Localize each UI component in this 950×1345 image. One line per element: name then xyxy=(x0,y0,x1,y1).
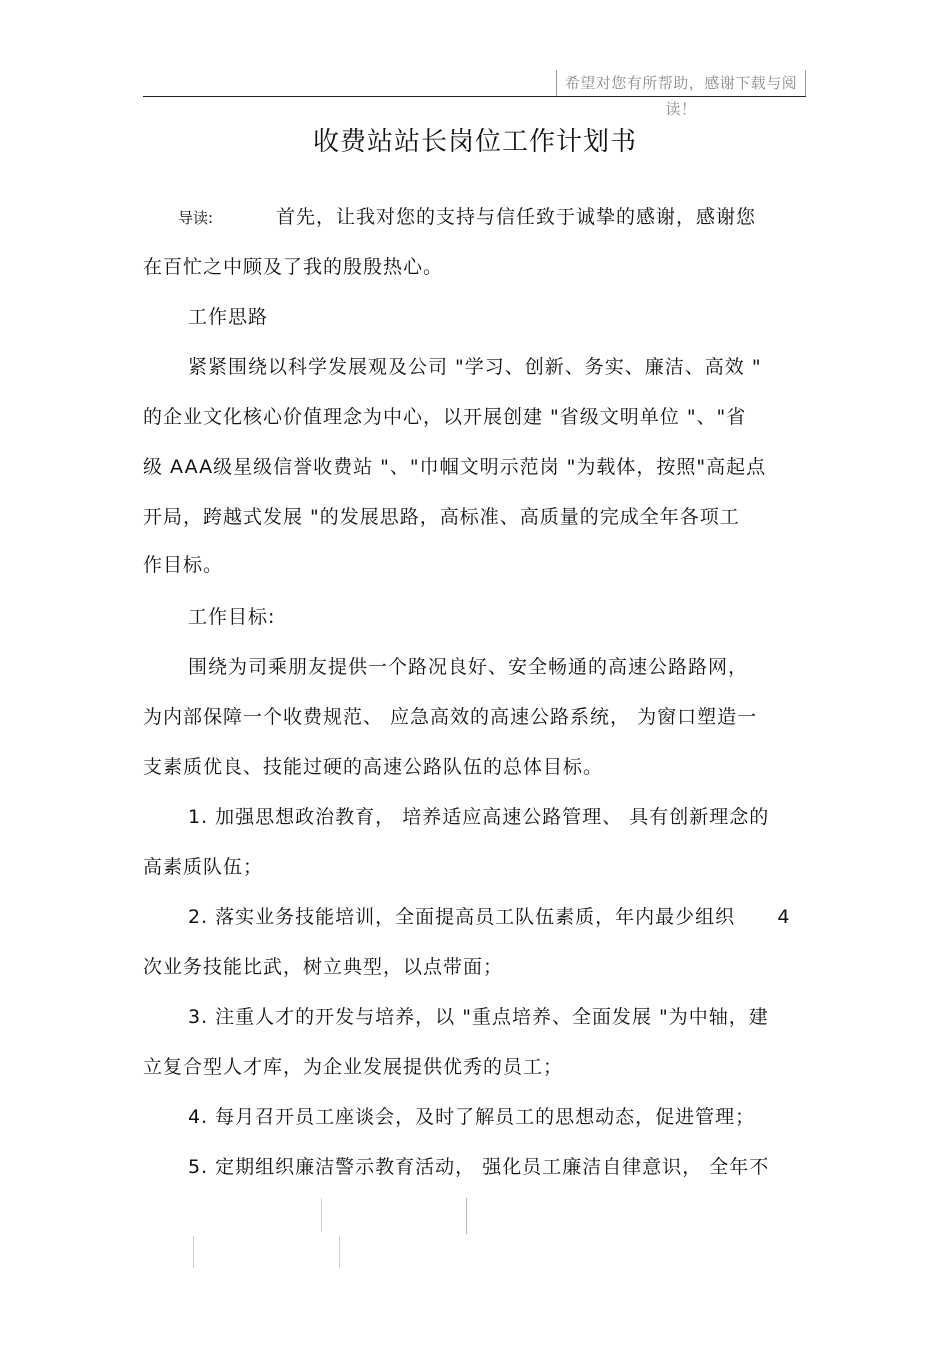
scan-artifact-line xyxy=(339,1236,340,1268)
paragraph-line: 为内部保障一个收费规范、 应急高效的高速公路系统， 为窗口塑造一 xyxy=(143,706,758,728)
list-item: 3. 注重人才的开发与培养，以 "重点培养、全面发展 "为中轴，建 xyxy=(188,1006,769,1028)
paragraph-line: 在百忙之中顾及了我的殷殷热心。 xyxy=(143,256,444,278)
list-item: 5. 定期组织廉洁警示教育活动， 强化员工廉洁自律意识， 全年不 xyxy=(188,1156,770,1178)
scan-artifact-line xyxy=(193,1236,194,1268)
paragraph-line: 的企业文化核心价值理念为中心，以开展创建 "省级文明单位 "、"省 xyxy=(143,406,747,428)
lead-label: 导读: xyxy=(178,209,214,227)
paragraph-line: 紧紧围绕以科学发展观及公司 "学习、创新、务实、廉洁、高效 " xyxy=(188,356,762,378)
section-heading-goals: 工作目标: xyxy=(188,606,276,628)
scan-artifact-line xyxy=(466,1198,467,1234)
paragraph-line: 级 AAA级星级信誉收费站 "、"巾帼文明示范岗 "为载体，按照"高起点 xyxy=(143,456,767,478)
section-heading-approach: 工作思路 xyxy=(188,306,269,328)
list-item: 2. 落实业务技能培训，全面提高员工队伍素质，年内最少组织 4 xyxy=(188,906,791,928)
paragraph-line: 作目标。 xyxy=(143,554,224,576)
paragraph-line: 围绕为司乘朋友提供一个路况良好、安全畅通的高速公路路网， xyxy=(188,656,749,678)
list-item: 1. 加强思想政治教育， 培养适应高速公路管理、 具有创新理念的 xyxy=(188,806,770,828)
paragraph-line: 首先，让我对您的支持与信任致于诚挚的感谢，感谢您 xyxy=(276,206,757,228)
header-divider xyxy=(143,96,806,97)
document-title: 收费站站长岗位工作计划书 xyxy=(312,127,637,157)
paragraph-line: 开局，跨越式发展 "的发展思路，高标准、高质量的完成全年各项工 xyxy=(143,506,740,528)
scan-artifact-line xyxy=(321,1198,322,1232)
paragraph-line: 次业务技能比武，树立典型，以点带面； xyxy=(143,956,504,978)
list-item: 4. 每月召开员工座谈会，及时了解员工的思想动态，促进管理； xyxy=(188,1106,756,1128)
paragraph-line: 高素质队伍； xyxy=(143,856,264,878)
paragraph-line: 立复合型人才库，为企业发展提供优秀的员工； xyxy=(143,1056,564,1078)
paragraph-line: 支素质优良、技能过硬的高速公路队伍的总体目标。 xyxy=(143,756,604,778)
header-note: 希望对您有所帮助，感谢下载与阅读！ xyxy=(556,70,806,96)
